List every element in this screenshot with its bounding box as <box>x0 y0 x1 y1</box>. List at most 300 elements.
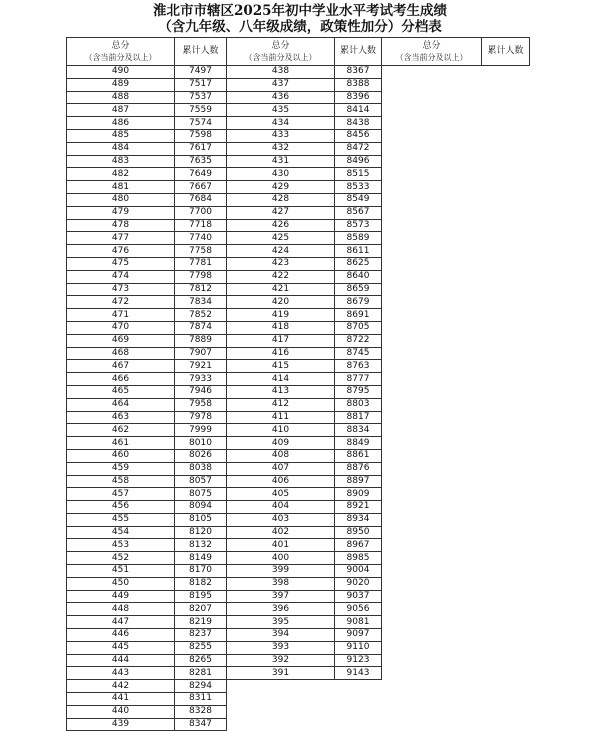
table-row <box>67 705 227 718</box>
table-row <box>67 104 227 117</box>
cumulative-count-cell: 7718 <box>175 219 227 232</box>
table-row <box>227 462 382 475</box>
table-row <box>67 667 227 680</box>
table-row <box>227 373 382 386</box>
count-header: 累计人数 <box>175 38 227 66</box>
table-row <box>67 449 227 462</box>
cumulative-count-cell: 8950 <box>335 526 382 539</box>
score-cell: 427 <box>227 206 335 219</box>
table-row <box>227 398 382 411</box>
table-row <box>227 78 382 91</box>
score-cell: 454 <box>67 526 175 539</box>
cumulative-count-cell: 7497 <box>175 66 227 79</box>
table-row <box>67 270 227 283</box>
cumulative-count-cell: 7635 <box>175 155 227 168</box>
score-cell: 444 <box>67 654 175 667</box>
table-row <box>67 334 227 347</box>
cumulative-count-cell: 8057 <box>175 475 227 488</box>
table-row <box>227 296 382 309</box>
score-cell: 462 <box>67 424 175 437</box>
score-cell: 414 <box>227 373 335 386</box>
score-cell: 468 <box>67 347 175 360</box>
score-cell: 488 <box>67 91 175 104</box>
table-row <box>67 718 227 731</box>
table-row <box>67 232 227 245</box>
score-cell: 461 <box>67 437 175 450</box>
score-cell: 484 <box>67 142 175 155</box>
cumulative-count-cell: 7907 <box>175 347 227 360</box>
table-row <box>227 411 382 424</box>
cumulative-count-cell: 7740 <box>175 232 227 245</box>
cumulative-count-cell: 8567 <box>335 206 382 219</box>
table-row <box>227 206 382 219</box>
cumulative-count-cell: 8367 <box>335 66 382 79</box>
score-cell: 425 <box>227 232 335 245</box>
table-row <box>67 129 227 142</box>
score-cell: 473 <box>67 283 175 296</box>
table-row <box>67 219 227 232</box>
cumulative-count-cell: 7574 <box>175 117 227 130</box>
cumulative-count-cell: 7559 <box>175 104 227 117</box>
table-row <box>67 539 227 552</box>
table-row <box>67 245 227 258</box>
score-cell: 464 <box>67 398 175 411</box>
score-cell: 451 <box>67 565 175 578</box>
cumulative-count-cell: 9056 <box>335 603 382 616</box>
score-cell: 426 <box>227 219 335 232</box>
score-cell: 418 <box>227 321 335 334</box>
table-row <box>227 245 382 258</box>
table-row <box>227 283 382 296</box>
table-row <box>227 117 382 130</box>
cumulative-count-cell: 8237 <box>175 629 227 642</box>
table-row <box>67 603 227 616</box>
table-row <box>67 411 227 424</box>
table-row <box>67 373 227 386</box>
cumulative-count-cell: 8195 <box>175 590 227 603</box>
table-row <box>227 577 382 590</box>
score-cell: 439 <box>67 718 175 731</box>
table-row <box>227 552 382 565</box>
table-row <box>227 603 382 616</box>
page-subtitle: （含九年级、八年级成绩，政策性加分）分档表 <box>158 19 442 35</box>
cumulative-count-cell: 7700 <box>175 206 227 219</box>
score-cell: 452 <box>67 552 175 565</box>
table-row <box>67 206 227 219</box>
cumulative-count-cell: 7889 <box>175 334 227 347</box>
score-cell: 429 <box>227 181 335 194</box>
score-cell: 401 <box>227 539 335 552</box>
cumulative-count-cell: 7649 <box>175 168 227 181</box>
score-cell: 432 <box>227 142 335 155</box>
cumulative-count-cell: 7958 <box>175 398 227 411</box>
cumulative-count-cell: 8909 <box>335 488 382 501</box>
table-row <box>67 168 227 181</box>
score-cell: 394 <box>227 629 335 642</box>
table-row <box>67 155 227 168</box>
table-row <box>67 552 227 565</box>
table-row <box>67 616 227 629</box>
table-row <box>67 577 227 590</box>
score-cell: 410 <box>227 424 335 437</box>
cumulative-count-cell: 8149 <box>175 552 227 565</box>
score-cell: 441 <box>67 693 175 706</box>
cumulative-count-cell: 7517 <box>175 78 227 91</box>
score-cell: 433 <box>227 129 335 142</box>
cumulative-count-cell: 8625 <box>335 257 382 270</box>
cumulative-count-cell: 8803 <box>335 398 382 411</box>
cumulative-count-cell: 8934 <box>335 513 382 526</box>
cumulative-count-cell: 8265 <box>175 654 227 667</box>
table-row <box>227 181 382 194</box>
cumulative-count-cell: 8038 <box>175 462 227 475</box>
cumulative-count-cell: 8170 <box>175 565 227 578</box>
table-row <box>227 104 382 117</box>
cumulative-count-cell: 8573 <box>335 219 382 232</box>
cumulative-count-cell: 8219 <box>175 616 227 629</box>
score-cell: 470 <box>67 321 175 334</box>
score-cell: 423 <box>227 257 335 270</box>
cumulative-count-cell: 8120 <box>175 526 227 539</box>
cumulative-count-cell: 8817 <box>335 411 382 424</box>
table-row <box>227 539 382 552</box>
table-row <box>227 142 382 155</box>
score-header: 总分 （含当前分及以上） <box>227 38 335 66</box>
score-cell: 421 <box>227 283 335 296</box>
table-row <box>67 629 227 642</box>
score-cell: 442 <box>67 680 175 693</box>
table-row <box>67 78 227 91</box>
score-cell: 406 <box>227 475 335 488</box>
cumulative-count-cell: 9123 <box>335 654 382 667</box>
score-cell: 420 <box>227 296 335 309</box>
table-row <box>227 654 382 667</box>
score-cell: 435 <box>227 104 335 117</box>
cumulative-count-cell: 8388 <box>335 78 382 91</box>
cumulative-count-cell: 8691 <box>335 309 382 322</box>
cumulative-count-cell: 8897 <box>335 475 382 488</box>
table-row <box>227 437 382 450</box>
cumulative-count-cell: 8777 <box>335 373 382 386</box>
count-header: 累计人数 <box>335 38 382 66</box>
cumulative-count-cell: 8659 <box>335 283 382 296</box>
page-title: 淮北市市辖区2025年初中学业水平考试考生成绩 <box>152 3 448 19</box>
score-cell: 395 <box>227 616 335 629</box>
score-cell: 458 <box>67 475 175 488</box>
table-row <box>67 309 227 322</box>
table-row <box>67 91 227 104</box>
cumulative-count-cell: 7933 <box>175 373 227 386</box>
cumulative-count-cell: 9037 <box>335 590 382 603</box>
score-cell: 467 <box>67 360 175 373</box>
score-cell: 408 <box>227 449 335 462</box>
cumulative-count-cell: 8763 <box>335 360 382 373</box>
score-cell: 457 <box>67 488 175 501</box>
score-cell: 436 <box>227 91 335 104</box>
score-cell: 393 <box>227 641 335 654</box>
cumulative-count-cell: 8921 <box>335 501 382 514</box>
cumulative-count-cell: 9143 <box>335 667 382 680</box>
table-row <box>67 296 227 309</box>
cumulative-count-cell: 8515 <box>335 168 382 181</box>
score-cell: 455 <box>67 513 175 526</box>
cumulative-count-cell: 8967 <box>335 539 382 552</box>
cumulative-count-cell: 7921 <box>175 360 227 373</box>
score-cell: 449 <box>67 590 175 603</box>
table-row <box>67 283 227 296</box>
score-cell: 490 <box>67 66 175 79</box>
score-cell: 479 <box>67 206 175 219</box>
cumulative-count-cell: 7667 <box>175 181 227 194</box>
score-cell: 463 <box>67 411 175 424</box>
table-row <box>67 693 227 706</box>
score-cell: 486 <box>67 117 175 130</box>
cumulative-count-cell: 8347 <box>175 718 227 731</box>
cumulative-count-cell: 8876 <box>335 462 382 475</box>
score-cell: 416 <box>227 347 335 360</box>
score-cell: 489 <box>67 78 175 91</box>
cumulative-count-cell: 8834 <box>335 424 382 437</box>
table-row <box>227 257 382 270</box>
score-cell: 481 <box>67 181 175 194</box>
score-cell: 465 <box>67 385 175 398</box>
score-cell: 411 <box>227 411 335 424</box>
table-row <box>227 424 382 437</box>
score-cell: 392 <box>227 654 335 667</box>
cumulative-count-cell: 8255 <box>175 641 227 654</box>
table-row <box>67 462 227 475</box>
table-row <box>227 616 382 629</box>
table-row <box>67 526 227 539</box>
table-row <box>227 270 382 283</box>
score-cell: 397 <box>227 590 335 603</box>
cumulative-count-cell: 8396 <box>335 91 382 104</box>
cumulative-count-cell: 8456 <box>335 129 382 142</box>
cumulative-count-cell: 7617 <box>175 142 227 155</box>
score-cell: 419 <box>227 309 335 322</box>
score-cell: 404 <box>227 501 335 514</box>
score-cell: 456 <box>67 501 175 514</box>
score-cell: 415 <box>227 360 335 373</box>
table-row <box>67 680 227 693</box>
score-cell: 428 <box>227 193 335 206</box>
cumulative-count-cell: 7999 <box>175 424 227 437</box>
cumulative-count-cell: 8075 <box>175 488 227 501</box>
score-cell: 431 <box>227 155 335 168</box>
cumulative-count-cell: 8795 <box>335 385 382 398</box>
score-cell: 469 <box>67 334 175 347</box>
cumulative-count-cell: 7852 <box>175 309 227 322</box>
table-row <box>227 219 382 232</box>
cumulative-count-cell: 8640 <box>335 270 382 283</box>
score-cell: 434 <box>227 117 335 130</box>
score-cell: 398 <box>227 577 335 590</box>
cumulative-count-cell: 7758 <box>175 245 227 258</box>
score-cell: 466 <box>67 373 175 386</box>
score-cell: 450 <box>67 577 175 590</box>
score-cell: 391 <box>227 667 335 680</box>
score-cell: 446 <box>67 629 175 642</box>
score-cell: 402 <box>227 526 335 539</box>
cumulative-count-cell: 8745 <box>335 347 382 360</box>
score-header: 总分 （含当前分及以上） <box>67 38 175 66</box>
table-row <box>227 526 382 539</box>
score-cell: 422 <box>227 270 335 283</box>
cumulative-count-cell: 8094 <box>175 501 227 514</box>
table-row <box>67 193 227 206</box>
cumulative-count-cell: 8549 <box>335 193 382 206</box>
cumulative-count-cell: 7946 <box>175 385 227 398</box>
table-row <box>227 193 382 206</box>
table-row <box>67 321 227 334</box>
cumulative-count-cell: 7798 <box>175 270 227 283</box>
score-table-column-1 <box>66 37 227 731</box>
table-row <box>67 142 227 155</box>
table-row <box>227 565 382 578</box>
score-cell: 480 <box>67 193 175 206</box>
table-row <box>227 66 382 79</box>
score-cell: 448 <box>67 603 175 616</box>
table-row <box>67 501 227 514</box>
score-cell: 453 <box>67 539 175 552</box>
cumulative-count-cell: 9020 <box>335 577 382 590</box>
score-cell: 443 <box>67 667 175 680</box>
table-row <box>227 475 382 488</box>
table-row <box>227 360 382 373</box>
table-row <box>227 629 382 642</box>
score-cell: 438 <box>227 66 335 79</box>
cumulative-count-cell: 7834 <box>175 296 227 309</box>
cumulative-count-cell: 8281 <box>175 667 227 680</box>
table-row <box>227 513 382 526</box>
cumulative-count-cell: 8496 <box>335 155 382 168</box>
score-cell: 405 <box>227 488 335 501</box>
table-row <box>227 155 382 168</box>
score-cell: 478 <box>67 219 175 232</box>
cumulative-count-cell: 7781 <box>175 257 227 270</box>
table-row <box>67 424 227 437</box>
score-cell: 485 <box>67 129 175 142</box>
cumulative-count-cell: 7537 <box>175 91 227 104</box>
table-row <box>67 488 227 501</box>
table-row <box>227 91 382 104</box>
score-cell: 399 <box>227 565 335 578</box>
cumulative-count-cell: 8985 <box>335 552 382 565</box>
cumulative-count-cell: 8589 <box>335 232 382 245</box>
score-cell: 445 <box>67 641 175 654</box>
cumulative-count-cell: 8311 <box>175 693 227 706</box>
cumulative-count-cell: 8472 <box>335 142 382 155</box>
cumulative-count-cell: 8105 <box>175 513 227 526</box>
cumulative-count-cell: 8849 <box>335 437 382 450</box>
count-header: 累计人数 <box>482 38 530 66</box>
score-cell: 424 <box>227 245 335 258</box>
score-cell: 474 <box>67 270 175 283</box>
table-row <box>227 590 382 603</box>
cumulative-count-cell: 8207 <box>175 603 227 616</box>
cumulative-count-cell: 7874 <box>175 321 227 334</box>
score-header: 总分 （含当前分及以上） <box>382 38 482 66</box>
cumulative-count-cell: 8294 <box>175 680 227 693</box>
cumulative-count-cell: 8328 <box>175 705 227 718</box>
table-row <box>227 168 382 181</box>
cumulative-count-cell: 8705 <box>335 321 382 334</box>
table-row <box>227 667 382 680</box>
table-row <box>67 590 227 603</box>
score-cell: 396 <box>227 603 335 616</box>
cumulative-count-cell: 8438 <box>335 117 382 130</box>
table-row <box>227 385 382 398</box>
cumulative-count-cell: 8132 <box>175 539 227 552</box>
table-row <box>67 385 227 398</box>
table-row <box>67 347 227 360</box>
table-row <box>67 257 227 270</box>
table-row <box>67 437 227 450</box>
score-table-column-2 <box>226 37 382 680</box>
score-cell: 400 <box>227 552 335 565</box>
cumulative-count-cell: 8026 <box>175 449 227 462</box>
table-row <box>67 565 227 578</box>
table-row <box>227 347 382 360</box>
score-cell: 472 <box>67 296 175 309</box>
table-row <box>67 117 227 130</box>
table-row <box>227 309 382 322</box>
score-cell: 412 <box>227 398 335 411</box>
table-row <box>67 475 227 488</box>
table-row <box>227 321 382 334</box>
table-row <box>67 641 227 654</box>
score-cell: 476 <box>67 245 175 258</box>
table-row <box>227 129 382 142</box>
score-cell: 413 <box>227 385 335 398</box>
score-cell: 440 <box>67 705 175 718</box>
table-row <box>67 654 227 667</box>
score-cell: 471 <box>67 309 175 322</box>
cumulative-count-cell: 8611 <box>335 245 382 258</box>
table-row <box>67 513 227 526</box>
cumulative-count-cell: 8722 <box>335 334 382 347</box>
score-cell: 447 <box>67 616 175 629</box>
score-table-column-3 <box>381 37 530 66</box>
cumulative-count-cell: 8010 <box>175 437 227 450</box>
cumulative-count-cell: 7812 <box>175 283 227 296</box>
cumulative-count-cell: 9004 <box>335 565 382 578</box>
cumulative-count-cell: 8679 <box>335 296 382 309</box>
cumulative-count-cell: 7598 <box>175 129 227 142</box>
cumulative-count-cell: 8414 <box>335 104 382 117</box>
table-row <box>67 66 227 79</box>
cumulative-count-cell: 9110 <box>335 641 382 654</box>
table-row <box>67 181 227 194</box>
table-row <box>227 232 382 245</box>
table-row <box>67 360 227 373</box>
table-row <box>227 501 382 514</box>
score-cell: 460 <box>67 449 175 462</box>
cumulative-count-cell: 9097 <box>335 629 382 642</box>
score-cell: 430 <box>227 168 335 181</box>
table-row <box>227 641 382 654</box>
score-cell: 483 <box>67 155 175 168</box>
cumulative-count-cell: 8861 <box>335 449 382 462</box>
score-cell: 437 <box>227 78 335 91</box>
cumulative-count-cell: 8182 <box>175 577 227 590</box>
table-row <box>67 398 227 411</box>
score-cell: 407 <box>227 462 335 475</box>
score-cell: 477 <box>67 232 175 245</box>
score-cell: 409 <box>227 437 335 450</box>
score-cell: 403 <box>227 513 335 526</box>
score-cell: 417 <box>227 334 335 347</box>
